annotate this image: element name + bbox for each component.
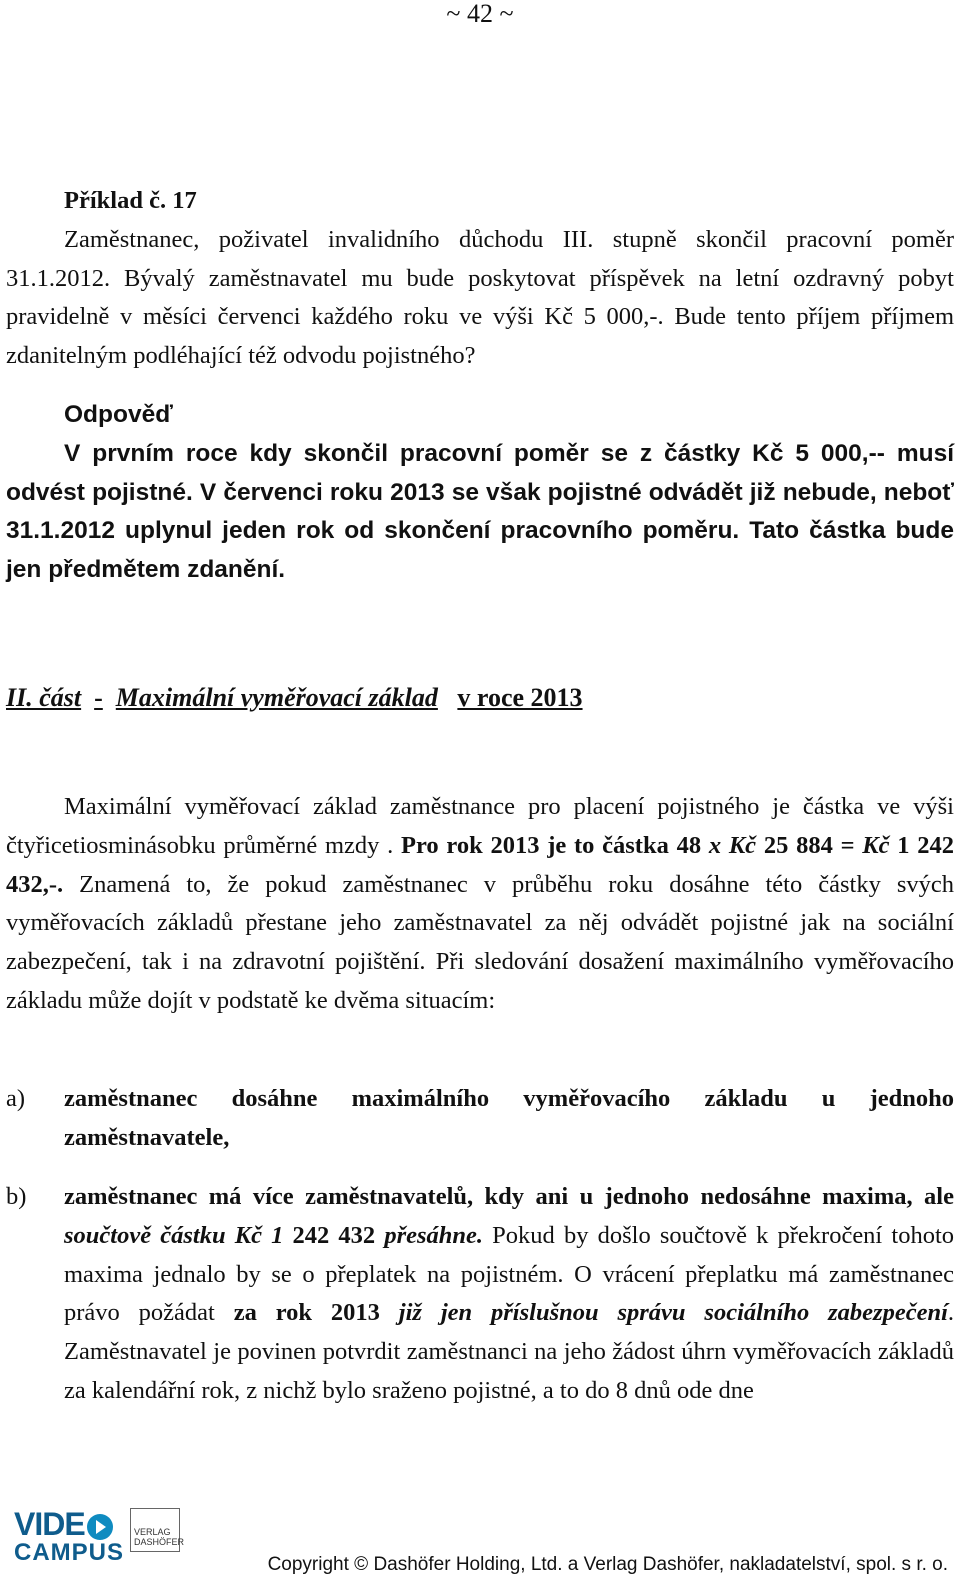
verlag-dashofer-logo: VERLAG DASHÖFER: [130, 1508, 180, 1552]
paragraph-max-base: [6, 788, 954, 1021]
footer: [0, 1508, 960, 1585]
example-block: [6, 182, 954, 376]
formula-x-kc: x Kč: [708, 831, 757, 859]
play-icon: [87, 1514, 113, 1540]
section-heading: [6, 680, 583, 716]
page-number: ~ 42 ~: [446, 0, 514, 28]
videocampus-logo-text: CAMPUS: [14, 1539, 125, 1566]
answer-text: V prvním roce kdy skončil pracovní poměr se z částky Kč 5 000,-- musí odvést pojistné. V červenci roku 2013 se však pojistné odvádět již nebude, neboť 31.1.2012 uplynul jeden rok od skončení pracovního poměru. Tato částka bude jen předmětem zdanění.: [6, 439, 954, 584]
section-year: v roce 2013: [457, 683, 583, 712]
paragraph-text-2: Znamená to, že pokud zaměstnanec v průběhu roku dosáhne této částky svých vyměřovacích základů přestane jeho zaměstnavatel za něj odvádět pojistné jak na sociální zabezpečení, tak i na zdravotní pojištění. Při sledování dosažení maximálního vyměřovacího základu může dojít v podstatě ke dvěma situacím:: [6, 870, 954, 1014]
videocampus-logo: VIDE: [14, 1508, 113, 1540]
formula-result: 1 242 432,-.: [6, 831, 954, 898]
answer-block: [6, 396, 954, 590]
formula-48: 48: [676, 831, 709, 859]
section-part: II. část: [6, 683, 82, 712]
formula-value: 25 884 =: [756, 831, 863, 859]
example-text: Zaměstnanec, poživatel invalidního důchodu III. stupně skončil pracovní poměr 31.1.2012. Bývalý zaměstnavatel mu bude poskytovat příspěvek na letní ozdravný pobyt pravidelně v měsíci červenci každého roku ve výši Kč 5 000,-. Bude tento příjem příjmem zdanitelným podléhající též odvodu pojistného?: [6, 225, 954, 370]
copyright-text: Copyright © Dashöfer Holding, Ltd. a Verlag Dashöfer, nakladatelství, spol. s r. o.: [267, 1554, 948, 1575]
list-item-b-text: zaměstnanec má více zaměstnavatelů, kdy ani u jednoho nedosáhne maxima, ale součtově částku Kč 1 242 432 přesáhne. Pokud by došlo součtově k překročení tohoto maxima jednalo by se o přeplatek na pojistném. O vrácení přeplatku má zaměstnanec právo požádat za rok 2013 již jen příslušnou správu sociálního zabezpečení. Zaměstnavatel je povinen potvrdit zaměstnanci na jeho žádost úhrn vyměřovacích základů za kalendářní rok, z nichž bylo sraženo pojistné, a to do 8 dnů ode dne: [64, 1183, 955, 1404]
list-marker-b: b): [6, 1183, 27, 1210]
section-dash: -: [94, 683, 103, 712]
list-marker-a: a): [6, 1085, 26, 1112]
list-item-a-text: zaměstnanec dosáhne maximálního vyměřovacího základu u jednoho zaměstnavatele,: [64, 1085, 954, 1151]
paragraph-bold-1: Pro rok 2013 je to částka: [401, 831, 669, 859]
example-title: Příklad č. 17: [64, 187, 197, 214]
paragraph-text-1: Maximální vyměřovací základ zaměstnance pro placení pojistného je částka ve výši čtyřicetiosminásobku průměrné mzdy .: [6, 793, 954, 859]
list-item: [6, 1080, 954, 1158]
answer-title: Odpověď: [64, 401, 173, 428]
formula-kc: Kč: [862, 831, 890, 859]
list-item: [6, 1178, 954, 1411]
section-title: Maximální vyměřovací základ: [115, 683, 438, 712]
